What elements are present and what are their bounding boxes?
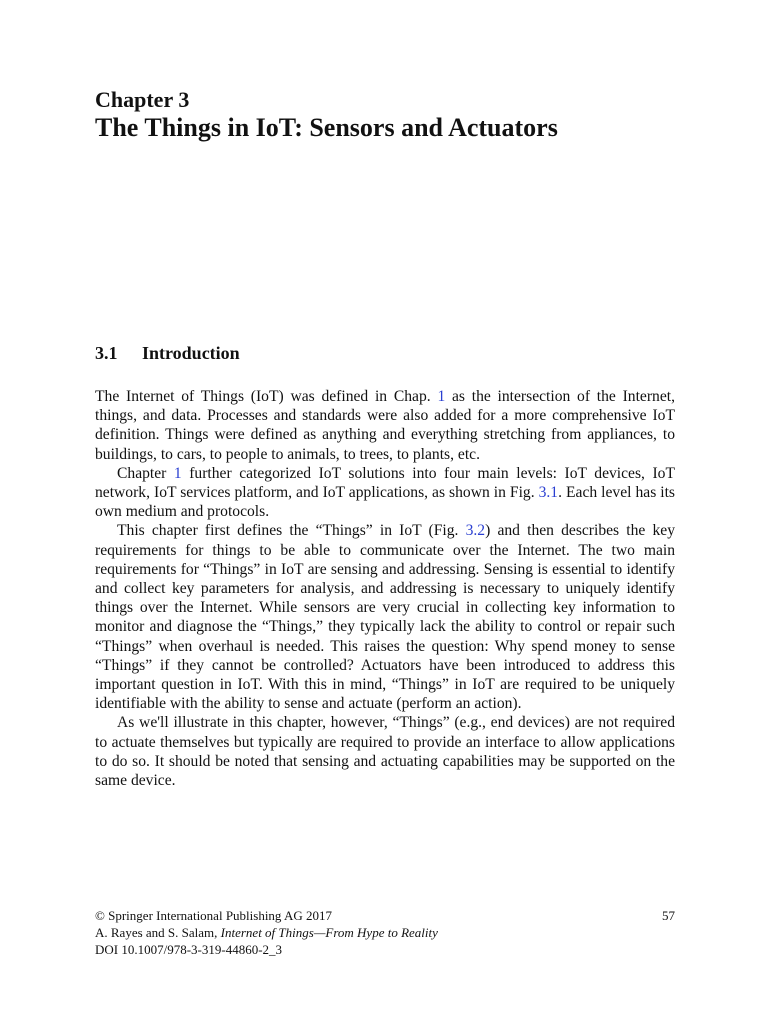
paragraph-text: This chapter first defines the “Things” in IoT (Fig. <box>117 522 466 540</box>
figure-ref-link[interactable]: 3.1 <box>538 484 559 502</box>
paragraph-2 <box>95 464 675 522</box>
chapter-label: Chapter 3 <box>95 87 190 112</box>
page-footer <box>95 907 675 958</box>
section-heading <box>95 341 240 365</box>
paragraph-3 <box>95 521 675 713</box>
book-title: Internet of Things—From Hype to Reality <box>220 925 438 940</box>
copyright-line: © Springer International Publishing AG 2017 <box>95 908 332 923</box>
paragraph-text: As we'll illustrate in this chapter, however, “Things” (e.g., end devices) are not required to actuate themselves but typically are required to provide an interface to allow applications to do so. It should be noted that sensing and actuating capabilities may be supported on the same device. <box>95 714 675 790</box>
citation-line <box>95 924 675 941</box>
paragraph-text: as the intersection of the Internet, things, and data. Processes and standards were also added for a more comprehensive IoT definition. Things were defined as anything and everything stretching from appliances, to buildings, to cars, to people to animals, to trees, to plants, etc. <box>95 388 675 463</box>
body-text <box>95 387 675 790</box>
paragraph-text: ) and then describes the key requirements for things to be able to communicate over the Internet. The two main requirements for “Things” in IoT are sensing and addressing. Sensing is essential to identify and collect key parameters for analysis, and addressing is necessary to uniquely identify things over the Internet. While sensors are very crucial in collecting key information to monitor and diagnose the “Things,” they typically lack the ability to control or repair such “Things” when overhaul is needed. This raises the question: Why spend money to sense “Things” if they cannot be controlled? Actuators have been introduced to address this important question in IoT. With this in mind, “Things” in IoT are required to be uniquely identifiable with the ability to sense and actuate (perform an action). <box>95 522 675 713</box>
paragraph-text: further categorized IoT solutions into four main levels: IoT devices, IoT network, IoT services platform, and IoT applications, as shown in Fig. <box>95 464 675 502</box>
paragraph-4 <box>95 713 675 790</box>
paragraph-text: The Internet of Things (IoT) was defined in Chap. <box>95 388 438 405</box>
paragraph-text: Chapter <box>117 464 174 482</box>
chapter-title: The Things in IoT: Sensors and Actuators <box>95 113 558 142</box>
page-number: 57 <box>662 908 675 923</box>
doi-line: DOI 10.1007/978-3-319-44860-2_3 <box>95 942 283 957</box>
figure-ref-link[interactable]: 3.2 <box>465 522 486 540</box>
paragraph-1 <box>95 387 675 464</box>
paragraph-text: . Each level has its own medium and protocols. <box>95 484 676 521</box>
chapter-ref-link[interactable]: 1 <box>437 388 446 405</box>
section-number: 3.1 <box>95 343 118 363</box>
chapter-ref-link[interactable]: 1 <box>173 464 182 482</box>
section-title: Introduction <box>142 343 240 363</box>
authors: A. Rayes and S. Salam, <box>95 925 221 940</box>
